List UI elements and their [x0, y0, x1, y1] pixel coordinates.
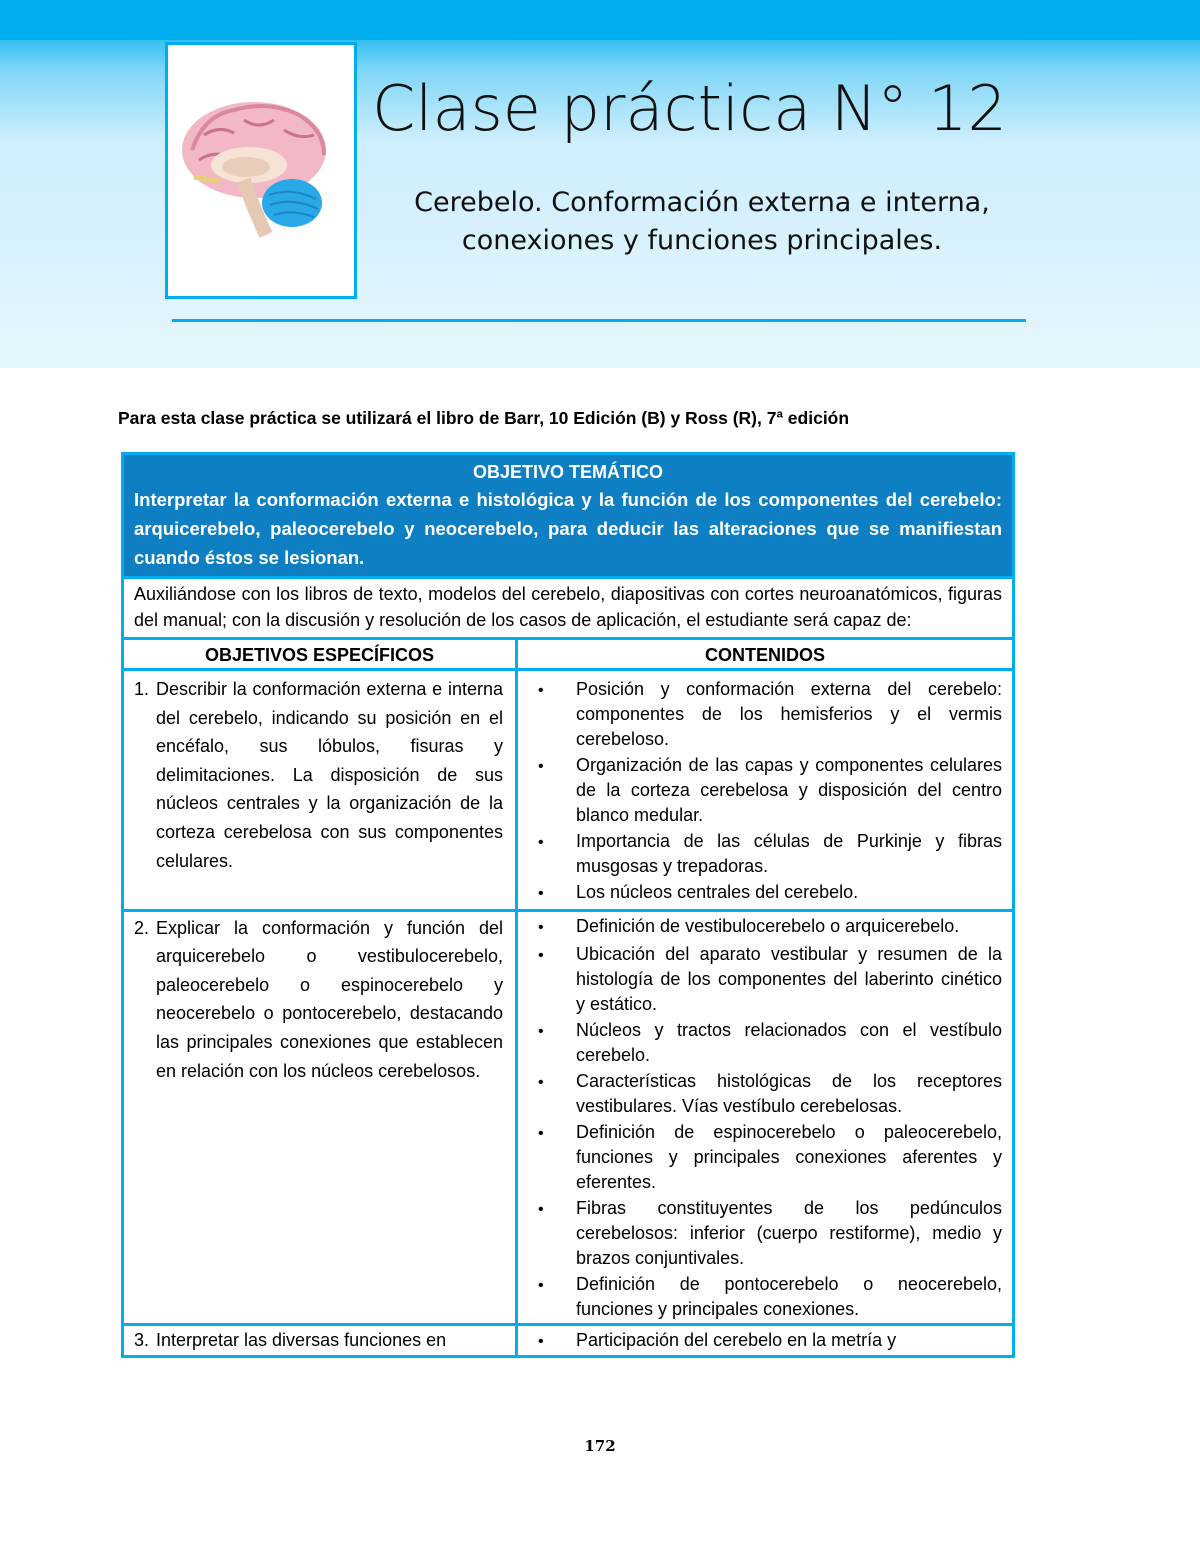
- list-item: [528, 942, 1002, 1016]
- bullet-icon: [528, 914, 576, 941]
- content-text: Núcleos y tractos relacionados con el vestíbulo cerebelo.: [576, 1019, 1002, 1065]
- content-text: Importancia de las células de Purkinje y fibras musgosas y trepadoras.: [576, 830, 1002, 876]
- auxiliary-text: Auxiliándose con los libros de texto, modelos del cerebelo, diapositivas con cortes neuroanatómicos, figuras del manual; con la discusión y resolución de los casos de aplicación, el estudiante será capaz de:: [123, 578, 1014, 639]
- content-text: Ubicación del aparato vestibular y resumen de la histología de los componentes del laberinto cinético y estático.: [576, 943, 1002, 1014]
- objective-heading: OBJETIVO TEMÁTICO: [472, 462, 663, 482]
- table-row: [123, 910, 1014, 1325]
- bullet-icon: [528, 829, 576, 879]
- content-text: Definición de vestibulocerebelo o arquicerebelo.: [576, 915, 960, 936]
- bullet-icon: [528, 1120, 576, 1194]
- table-row: [123, 670, 1014, 911]
- content-text: Definición de pontocerebelo o neocerebelo, funciones y principales conexiones.: [576, 1274, 1002, 1320]
- bullet-icon: [528, 677, 576, 751]
- list-item: [528, 1018, 1002, 1068]
- list-item: [528, 829, 1002, 879]
- column-header-row: [123, 639, 1014, 670]
- objective-number: 2.: [134, 917, 150, 938]
- bullet-icon: [528, 880, 576, 907]
- bullet-icon: [528, 753, 576, 827]
- list-item: [528, 914, 1002, 941]
- brain-illustration: [165, 42, 357, 299]
- bullet-icon: [528, 1272, 576, 1322]
- list-item: [528, 1069, 1002, 1119]
- header-divider: [172, 319, 1026, 322]
- list-item: [528, 1272, 1002, 1322]
- content-text: Los núcleos centrales del cerebelo.: [576, 882, 859, 903]
- contents-cell: [517, 910, 1014, 1325]
- subtitle-line-1: Cerebelo. Conformación externa e interna,: [414, 187, 990, 218]
- list-item: [528, 1196, 1002, 1270]
- objective-cell: [123, 454, 1014, 578]
- list-item: [528, 1328, 1002, 1355]
- subtitle-line-2: conexiones y funciones principales.: [461, 225, 943, 256]
- content-text: Posición y conformación externa del cerebelo: componentes de los hemisferios y el vermis cerebeloso.: [576, 679, 1002, 749]
- intro-text: Para esta clase práctica se utilizará el libro de Barr, 10 Edición (B) y Ross (R), 7ª edición: [118, 408, 850, 428]
- table-row: [123, 1325, 1014, 1357]
- objective-header-row: [123, 454, 1014, 578]
- objective-text: Explicar la conformación y función del arquicerebelo o vestibulocerebelo, paleocerebelo o espinocerebelo y neocerebelo o pontocerebelo, destacando las principales conexiones que establecen en relación con los núcleos cerebelosos.: [156, 917, 503, 1081]
- objective-cell: [123, 1325, 517, 1357]
- contents-cell: [517, 1325, 1014, 1357]
- column-header-objectives: OBJETIVOS ESPECÍFICOS: [123, 639, 517, 670]
- bullet-icon: [528, 1328, 576, 1355]
- objective-text: Describir la conformación externa e interna del cerebelo, indicando su posición en el encéfalo, sus lóbulos, fisuras y delimitaciones. La disposición de sus núcleos centrales y la organización de la corteza cerebelosa con sus componentes celulares.: [156, 679, 503, 871]
- objective-text: Interpretar la conformación externa e histológica y la función de los componentes del cerebelo: arquicerebelo, paleocerebelo y neocerebelo, para deducir las alteraciones que se manifiestan cuando éstos se lesionan.: [134, 489, 1002, 568]
- bullet-icon: [528, 1196, 576, 1270]
- column-header-contents: CONTENIDOS: [517, 639, 1014, 670]
- objective-cell: [123, 670, 517, 911]
- content-text: Características histológicas de los receptores vestibulares. Vías vestíbulo cerebelosas.: [576, 1071, 1002, 1116]
- brain-icon: [174, 95, 348, 245]
- bullet-icon: [528, 1018, 576, 1068]
- page-subtitle: [372, 184, 1032, 260]
- objective-number: 1.: [134, 679, 150, 699]
- list-item: [528, 880, 1002, 907]
- contents-cell: [517, 670, 1014, 911]
- list-item: [528, 753, 1002, 827]
- bullet-icon: [528, 942, 576, 1016]
- objective-cell: [123, 910, 517, 1325]
- objectives-table: [121, 452, 1015, 1358]
- objective-number: 3.: [134, 1330, 150, 1351]
- content-text: Organización de las capas y componentes celulares de la corteza cerebelosa y disposición del centro blanco medular.: [576, 754, 1002, 825]
- page-number: 172: [584, 1437, 616, 1455]
- content-text: Participación del cerebelo en la metría y: [576, 1330, 897, 1351]
- auxiliary-row: [123, 578, 1014, 639]
- list-item: [528, 677, 1002, 751]
- page-title: Clase práctica N° 12: [372, 72, 1007, 145]
- content-text: Fibras constituyentes de los pedúnculos cerebelosos: inferior (cuerpo restiforme), medio y brazos conjuntivales.: [576, 1198, 1002, 1268]
- bullet-icon: [528, 1069, 576, 1119]
- list-item: [528, 1120, 1002, 1194]
- content-text: Definición de espinocerebelo o paleocerebelo, funciones y principales conexiones aferentes y eferentes.: [576, 1122, 1002, 1192]
- objective-text: Interpretar las diversas funciones en: [156, 1330, 447, 1351]
